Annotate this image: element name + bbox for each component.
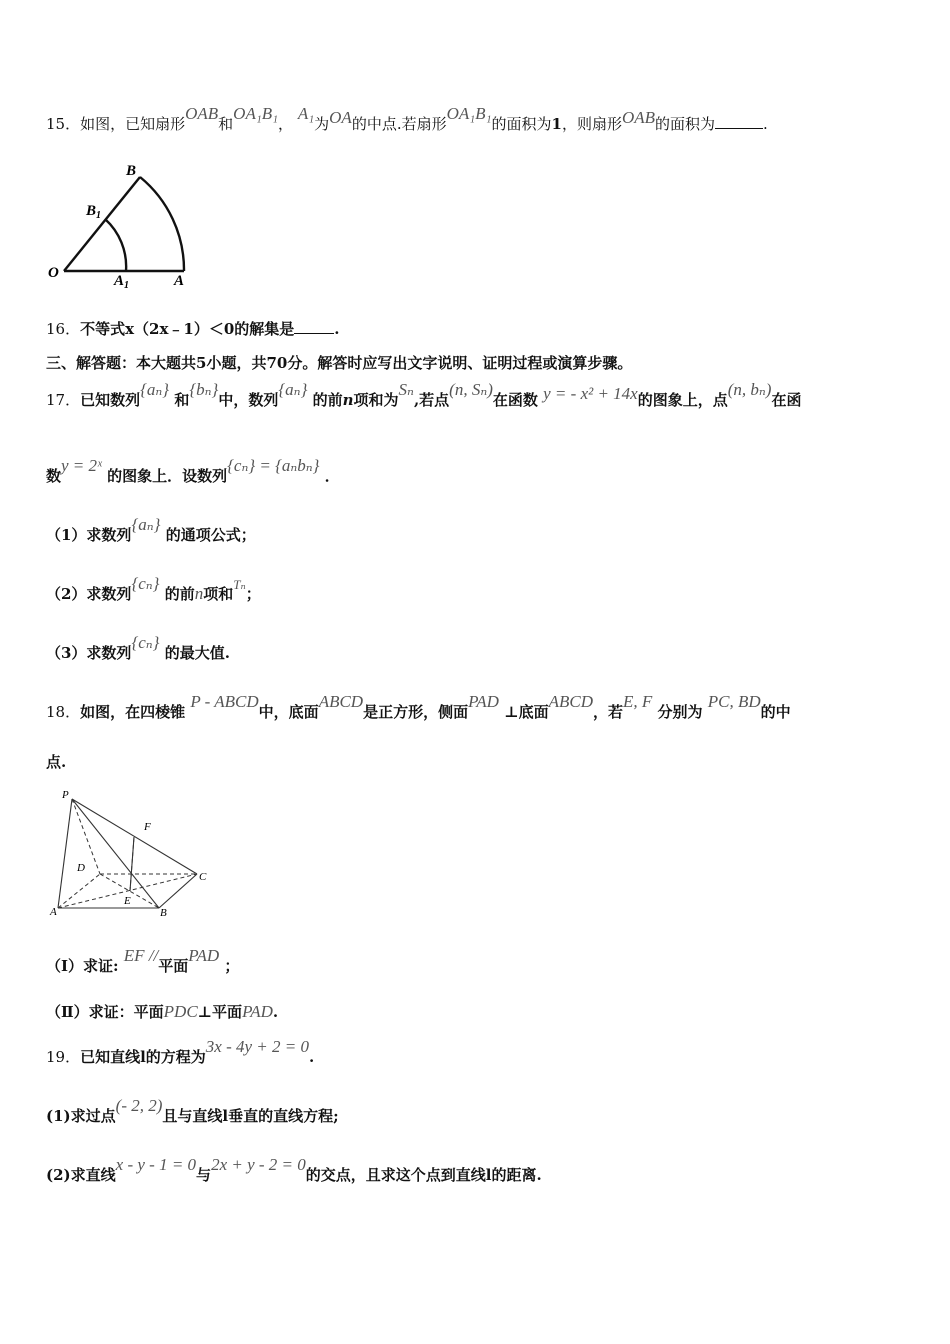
q15-line: 15．如图，已知扇形OAB和OA₁B₁， A₁为OA的中点.若扇形OA₁B₁的面积为1，则扇形OAB的面积为 . (46, 104, 768, 133)
label-B: B (126, 163, 137, 179)
pyramid-figure (46, 785, 216, 920)
q19-part2: (2)求直线x - y - 1 = 0与2x + y - 2 = 0的交点，且求这个点到直线l的距离. (46, 1155, 542, 1184)
label-A1: $A_1$ (114, 273, 130, 290)
label-B: B (160, 907, 167, 919)
label-F: F (144, 821, 151, 833)
label-D: D (77, 862, 85, 874)
sector-figure (44, 160, 204, 290)
label-O: O (48, 265, 59, 281)
q18-part2: （Ⅱ）求证：平面PDC⊥平面PAD. (46, 1002, 279, 1021)
q17-part1: （1）求数列{aₙ} 的通项公式； (46, 515, 256, 544)
q17-part2: （2）求数列{cₙ} 的前n项和Tₙ； (46, 574, 261, 603)
label-E: E (124, 895, 131, 907)
q17-line2: 数y = 2ˣ 的图象上．设数列{cₙ} = {aₙbₙ} ． (46, 456, 340, 485)
q17-part3: （3）求数列{cₙ} 的最大值. (46, 633, 230, 662)
label-P: P (62, 789, 69, 801)
label-A: A (174, 273, 185, 289)
q18-line1: 18．如图，在四棱锥 P - ABCD中，底面ABCD是正方形，侧面PAD ⊥底面ABCD，若E, F 分别为 PC, BD的中 (46, 692, 791, 721)
label-B1: $B_1$ (86, 203, 102, 221)
q19-line: 19．已知直线l的方程为3x - 4y + 2 = 0. (46, 1037, 315, 1066)
q19-part1: (1)求过点(- 2, 2)且与直线l垂直的直线方程; (46, 1096, 339, 1125)
label-A: A (50, 906, 57, 918)
q15-number: 15． (46, 115, 81, 133)
q18-part1: （Ⅰ）求证: EF //平面PAD ； (46, 946, 240, 975)
answer-blank (294, 319, 334, 334)
q16-line: 16．不等式x（2x﹣1）＜0的解集是 . (46, 320, 340, 338)
label-C: C (199, 871, 207, 883)
answer-blank (715, 114, 763, 129)
section-heading: 三、解答题：本大题共5小题，共70分。解答时应写出文字说明、证明过程或演算步骤。 (46, 354, 633, 372)
q17-line1: 17．已知数列{aₙ} 和{bₙ}中，数列{aₙ} 的前n项和为Sₙ,若点(n, Sₙ)在函数 y = - x² + 14x的图象上，点(n, bₙ)在函 (46, 380, 802, 409)
q18-line2: 点. (46, 753, 67, 771)
